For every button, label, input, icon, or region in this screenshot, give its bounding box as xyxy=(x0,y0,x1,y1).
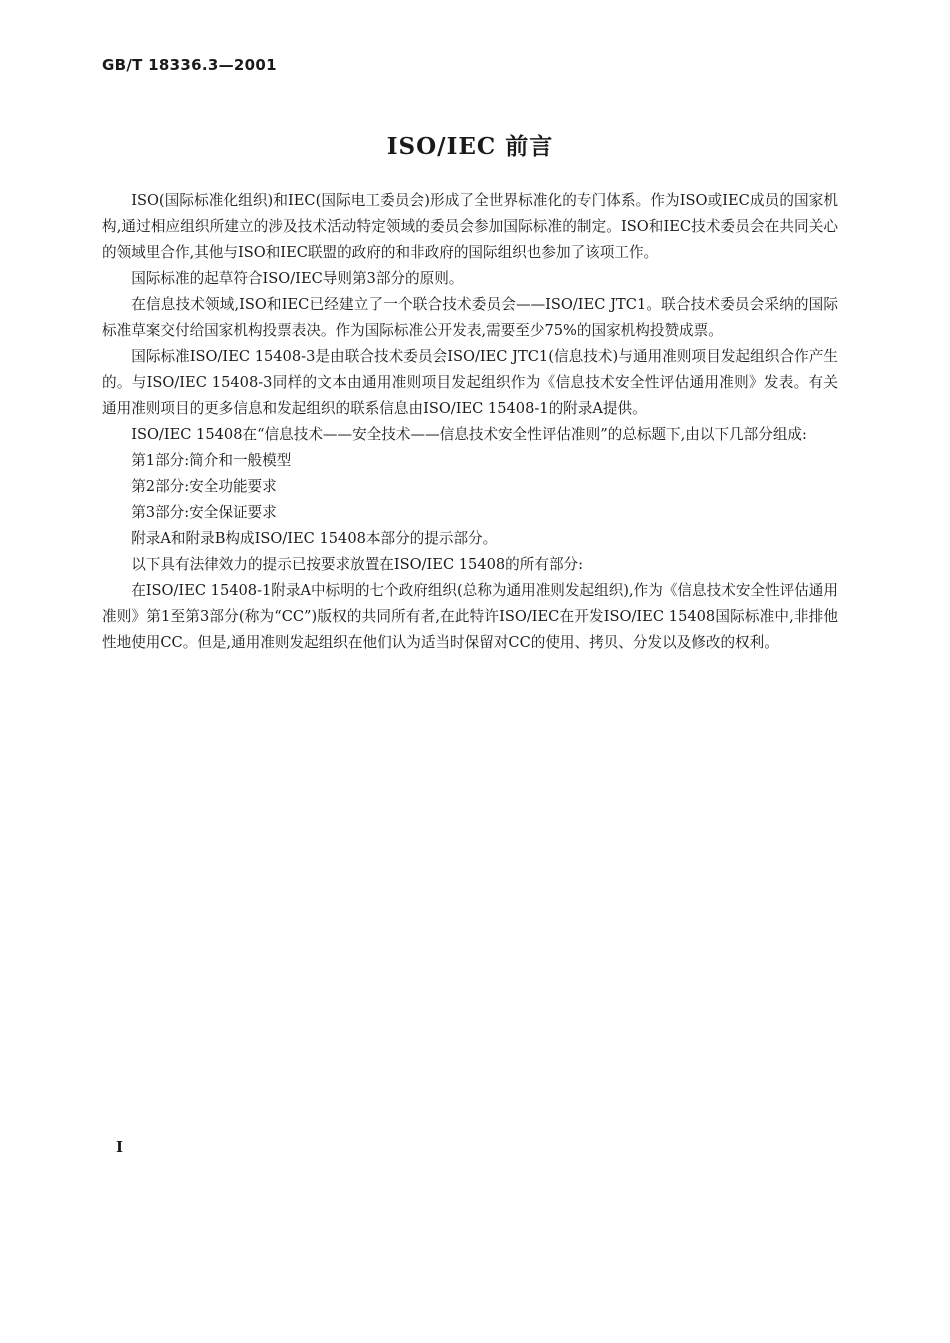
paragraph-jtc1: 在信息技术领域,ISO和IEC已经建立了一个联合技术委员会——ISO/IEC JTC1。联合技术委员会采纳的国际标准草案交付给国家机构投票表决。作为国际标准公开发表,需要至少75%的国家机构投赞成票。 xyxy=(102,296,838,339)
standard-code: GB/T 18336.3—2001 xyxy=(102,56,277,74)
list-item-part-1: 第1部分:简介和一般模型 xyxy=(131,452,292,469)
paragraph-iso-iec-intro: ISO(国际标准化组织)和IEC(国际电工委员会)形成了全世界标准化的专门体系。作为ISO或IEC成员的国家机构,通过相应组织所建立的涉及技术活动特定领域的委员会参加国际标准的制定。ISO和IEC技术委员会在共同关心的领域里合作,其他与ISO和IEC联盟的政府的和非政府的国际组织也参加了该项工作。 xyxy=(102,192,838,261)
paragraph-15408-3-origin: 国际标准ISO/IEC 15408-3是由联合技术委员会ISO/IEC JTC1(信息技术)与通用准则项目发起组织合作产生的。与ISO/IEC 15408-3同样的文本由通用准则项目发起组织作为《信息技术安全性评估通用准则》发表。有关通用准则项目的更多信息和发起组织的联系信息由ISO/IEC 15408-1的附录A提供。 xyxy=(102,348,838,417)
paragraph-annexes: 附录A和附录B构成ISO/IEC 15408本部分的提示部分。 xyxy=(131,530,498,547)
paragraph-legal-notice: 在ISO/IEC 15408-1附录A中标明的七个政府组织(总称为通用准则发起组织),作为《信息技术安全性评估通用准则》第1至第3部分(称为“CC”)版权的共同所有者,在此特许ISO/IEC在开发ISO/IEC 15408国际标准中,非排他性地使用CC。但是,通用准则发起组织在他们认为适当时保留对CC的使用、拷贝、分发以及修改的权利。 xyxy=(102,582,838,651)
list-item-part-2: 第2部分:安全功能要求 xyxy=(131,478,277,495)
paragraph-parts-intro: ISO/IEC 15408在“信息技术——安全技术——信息技术安全性评估准则”的总标题下,由以下几部分组成: xyxy=(131,426,807,443)
list-item-part-3: 第3部分:安全保证要求 xyxy=(131,504,277,521)
paragraph-directives: 国际标准的起草符合ISO/IEC导则第3部分的原则。 xyxy=(131,270,464,287)
page-title: ISO/IEC 前言 xyxy=(386,133,554,160)
paragraph-legal-notice-intro: 以下具有法律效力的提示已按要求放置在ISO/IEC 15408的所有部分: xyxy=(131,556,584,573)
document-body xyxy=(102,188,838,656)
page-number: I xyxy=(116,1138,124,1156)
